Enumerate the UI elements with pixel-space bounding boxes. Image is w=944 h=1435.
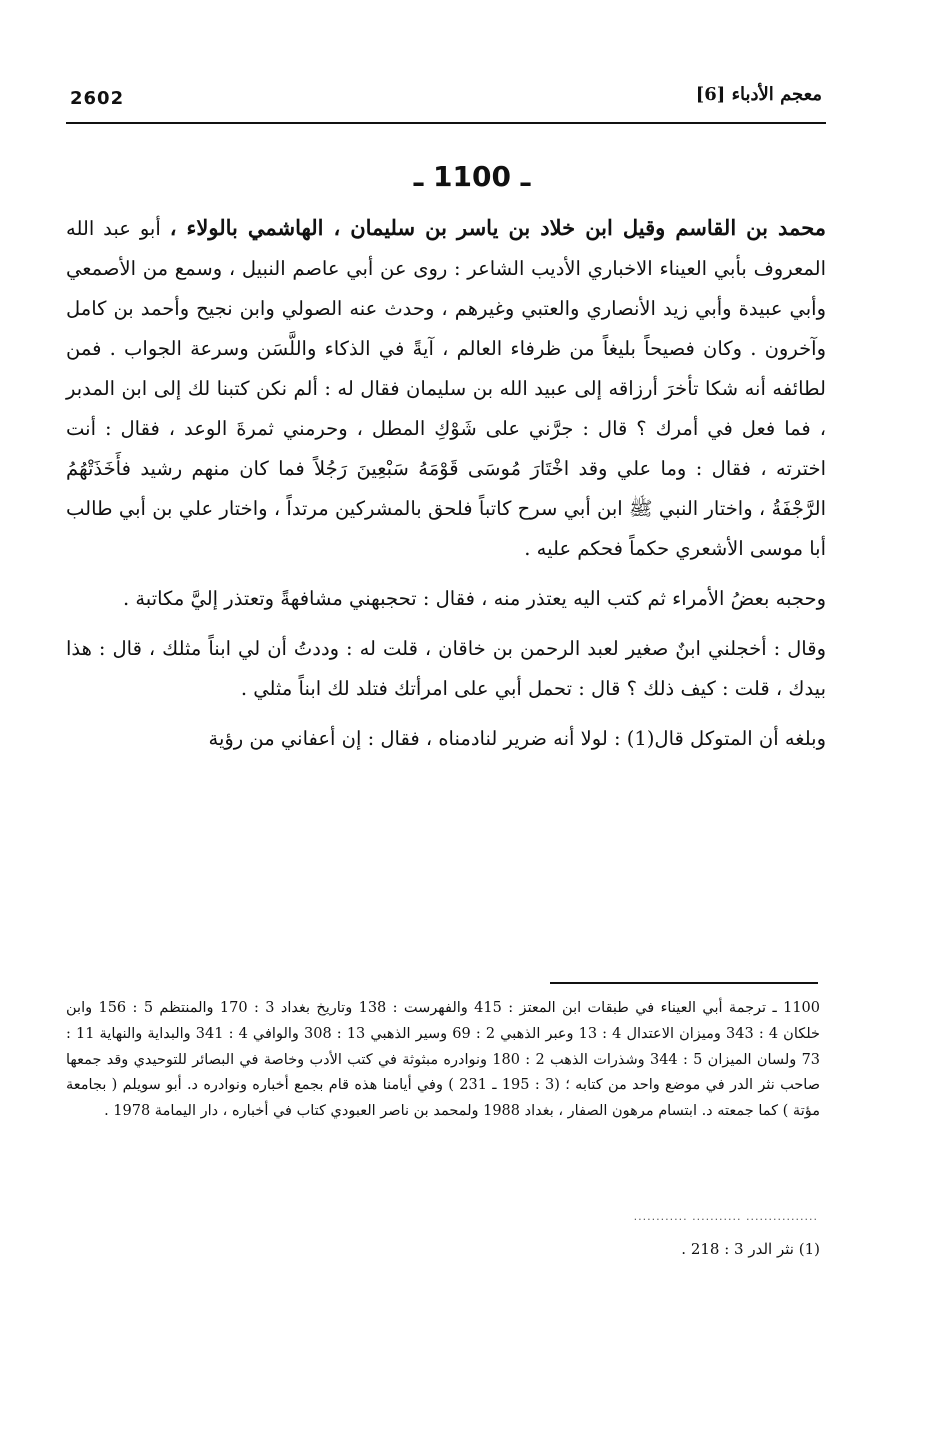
paragraph-1 — [66, 208, 826, 569]
page-header — [70, 84, 822, 114]
entry-number: ـ 1100 ـ — [413, 160, 531, 193]
paragraph-1-text: أبو عبد الله المعروف بأبي العيناء الاخباري الأديب الشاعر : روى عن أبي عاصم النبيل ، وسمع من الأصمعي وأبي عبيدة وأبي زيد الأنصاري والعتبي وغيرهم ، وحدث عنه الصولي وابن نجيح وأحمد بن كامل وآخرون . وكان فصيحاً بليغاً من ظرفاء العالم ، آيةً في الذكاء واللَّسَن وسرعة الجواب . فمن لطائفه أنه شكا تأخرَ أرزاقه إلى عبيد الله بن سليمان فقال له : ألم نكن كتبنا لك إلى ابن المدبر ، فما فعل في أمرك ؟ قال : جرَّني على شَوْكِ المطل ، وحرمني ثمرةَ الوعد ، فقال : أنت اخترته ، فقال : وما علي وقد اخْتَارَ مُوسَى قَوْمَهُ سَبْعِينَ رَجُلاً فما كان منهم رشيد فأَخَذَتْهُمُ الرَّجْفَةُ ، واختار النبي ﷺ ابن أبي سرح كاتباً فلحق بالمشركين مرتداً ، واختار علي بن أبي طالب أبا موسى الأشعري حكماً فحكم عليه . — [66, 217, 826, 560]
header-rule — [66, 122, 826, 124]
entry-name: محمد بن القاسم وقيل ابن خلاد بن ياسر بن سليمان ، الهاشمي بالولاء ، — [169, 215, 827, 240]
running-title: معجم الأدباء [6] — [695, 84, 822, 105]
footnote-main: 1100 ـ ترجمة أبي العيناء في طبقات ابن المعتز : 415 والفهرست : 138 وتاريخ بغداد 3 : 170 والمنتظم 5 : 156 وابن خلكان 4 : 343 وميزان الاعتدال 4 : 13 وعبر الذهبي 2 : 69 وسير الذهبي 13 : 308 والوافي 4 : 341 والبداية والنهاية 11 : 73 ولسان الميزان 5 : 344 وشذرات الذهب 2 : 180 ونوادره مبثوثة في كتب الأدب وخاصة في البصائر للتوحيدي وقد جمعها صاحب نثر الدر في موضع واحد من كتابه ؛ (3 : 195 ـ 231 ) وفي أيامنا هذه قام بجمع أخباره ونوادره د. أبو سويلم ( بجامعة مؤتة ) كما جمعته د. ابتسام مرهون الصفار ، بغداد 1988 ولمحمد بن ناصر العبودي كتاب في أخباره ، دار اليمامة 1978 . — [66, 1000, 821, 1120]
paragraph-3: وقال : أخجلني ابنٌ صغير لعبد الرحمن بن خاقان ، قلت له : وددتُ أن لي ابناً مثلك ، قال : هذا بيدك ، قلت : كيف ذلك ؟ قال : تحمل أبي على امرأتك فتلد لك ابناً مثلي . — [66, 637, 826, 700]
footnote-rule — [550, 982, 818, 984]
paragraph-2: وحجبه بعضُ الأمراء ثم كتب اليه يعتذر منه ، فقال : تحجبهني مشافهةً وتعتذر إليَّ مكاتبة . — [122, 587, 826, 610]
footnote-1: (1) نثر الدر 3 : 218 . — [681, 1240, 820, 1258]
page-number: 2602 — [70, 88, 125, 109]
paragraph-4: وبلغه أن المتوكل قال(1) : لولا أنه ضرير لنادمناه ، فقال : إن أعفاني من رؤية — [208, 727, 826, 750]
entry-body — [66, 208, 826, 769]
footnote-dots: ................ ........... ............ — [633, 1210, 818, 1223]
